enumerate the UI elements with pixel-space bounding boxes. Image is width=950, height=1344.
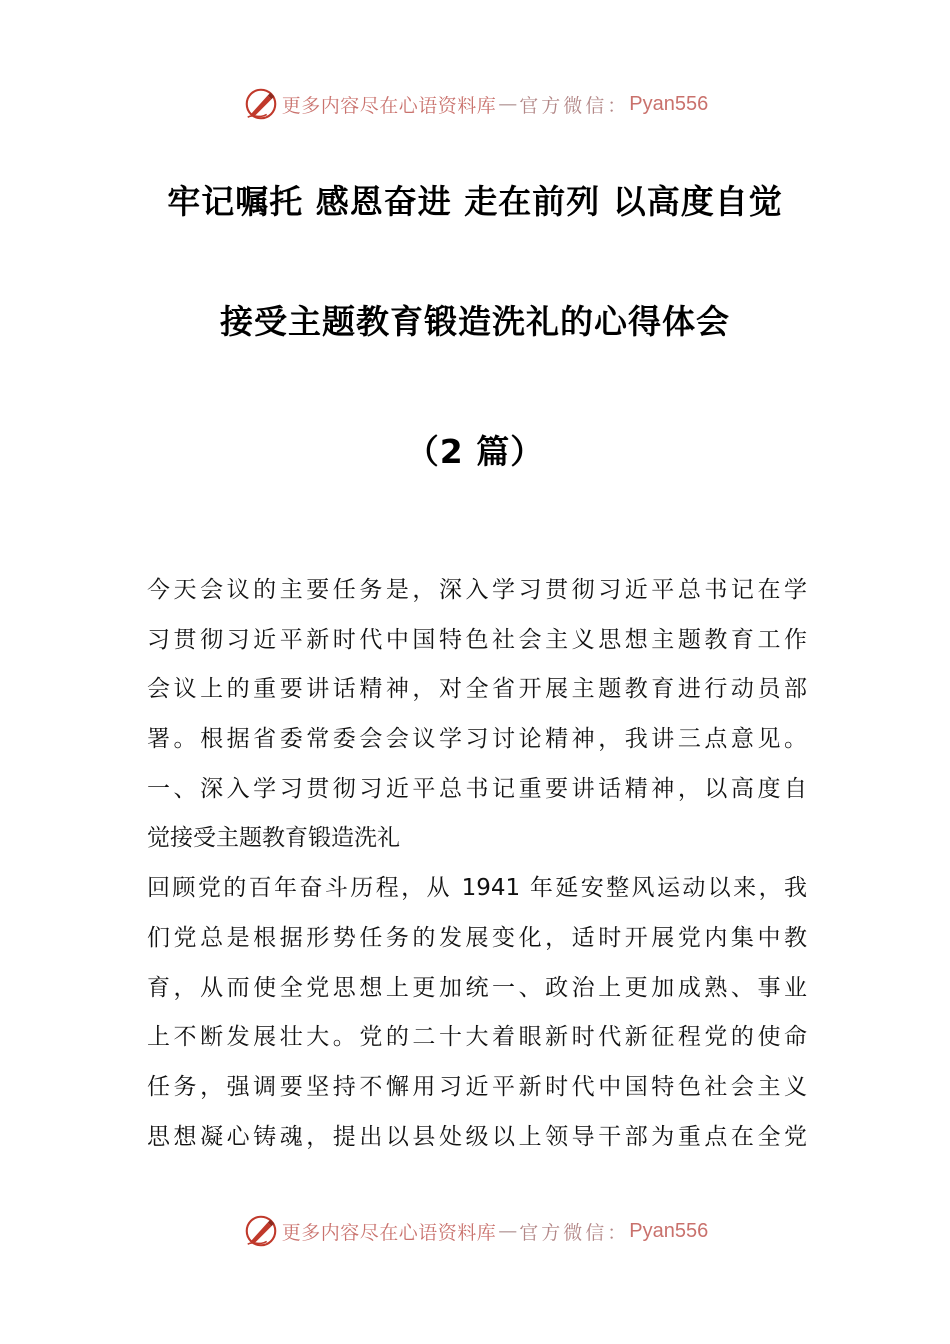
document-title-count: （2 篇） — [405, 432, 545, 471]
body-line: 今天会议的主要任务是，深入学习贯彻习近平总书记在学 — [147, 577, 807, 603]
body-line: 署。根据省委常委会会议学习讨论精神，我讲三点意见。 — [147, 726, 807, 753]
body-line: 回顾党的百年奋斗历程，从 1941 年延安整风运动以来，我 — [147, 875, 807, 902]
body-line: 思想凝心铸魂，提出以县处级以上领导干部为重点在全党 — [147, 1123, 807, 1150]
section-heading-line: 一、深入学习贯彻习近平总书记重要讲话精神，以高度自 — [147, 775, 807, 802]
watermark-dash: — — [498, 93, 518, 115]
body-line: 习贯彻习近平新时代中国特色社会主义思想主题教育工作 — [147, 626, 807, 653]
wechat-label: 官方微信： — [519, 1221, 630, 1244]
document-title-line-2: 接受主题教育锻造洗礼的心得体会 — [220, 302, 730, 341]
body-line: 上不断发展壮大。党的二十大着眼新时代新征程党的使命 — [147, 1024, 807, 1051]
watermark-banner-bottom — [0, 1209, 950, 1253]
document-body — [147, 566, 807, 1162]
pen-logo-icon — [242, 85, 280, 123]
document-title-line-1: 牢记嘱托 感恩奋进 走在前列 以高度自觉 — [167, 182, 783, 221]
body-line: 们党总是根据形势任务的发展变化，适时开展党内集中教 — [147, 924, 807, 951]
body-line: 任务，强调要坚持不懈用习近平新时代中国特色社会主义 — [147, 1073, 807, 1100]
body-line: 育，从而使全党思想上更加统一、政治上更加成熟、事业 — [147, 974, 807, 1001]
watermark-text: 更多内容尽在心语资料库 — [281, 1221, 497, 1244]
watermark-text: 更多内容尽在心语资料库 — [281, 94, 497, 117]
wechat-label: 官方微信： — [519, 94, 630, 117]
wechat-id: Pyan556 — [629, 92, 709, 115]
pen-logo-icon — [242, 1212, 280, 1250]
wechat-id: Pyan556 — [629, 1219, 709, 1242]
body-line: 会议上的重要讲话精神，对全省开展主题教育进行动员部 — [147, 676, 807, 703]
watermark-dash: — — [498, 1220, 518, 1242]
section-heading-line: 觉接受主题教育锻造洗礼 — [147, 825, 400, 852]
watermark-banner-top — [0, 82, 950, 126]
